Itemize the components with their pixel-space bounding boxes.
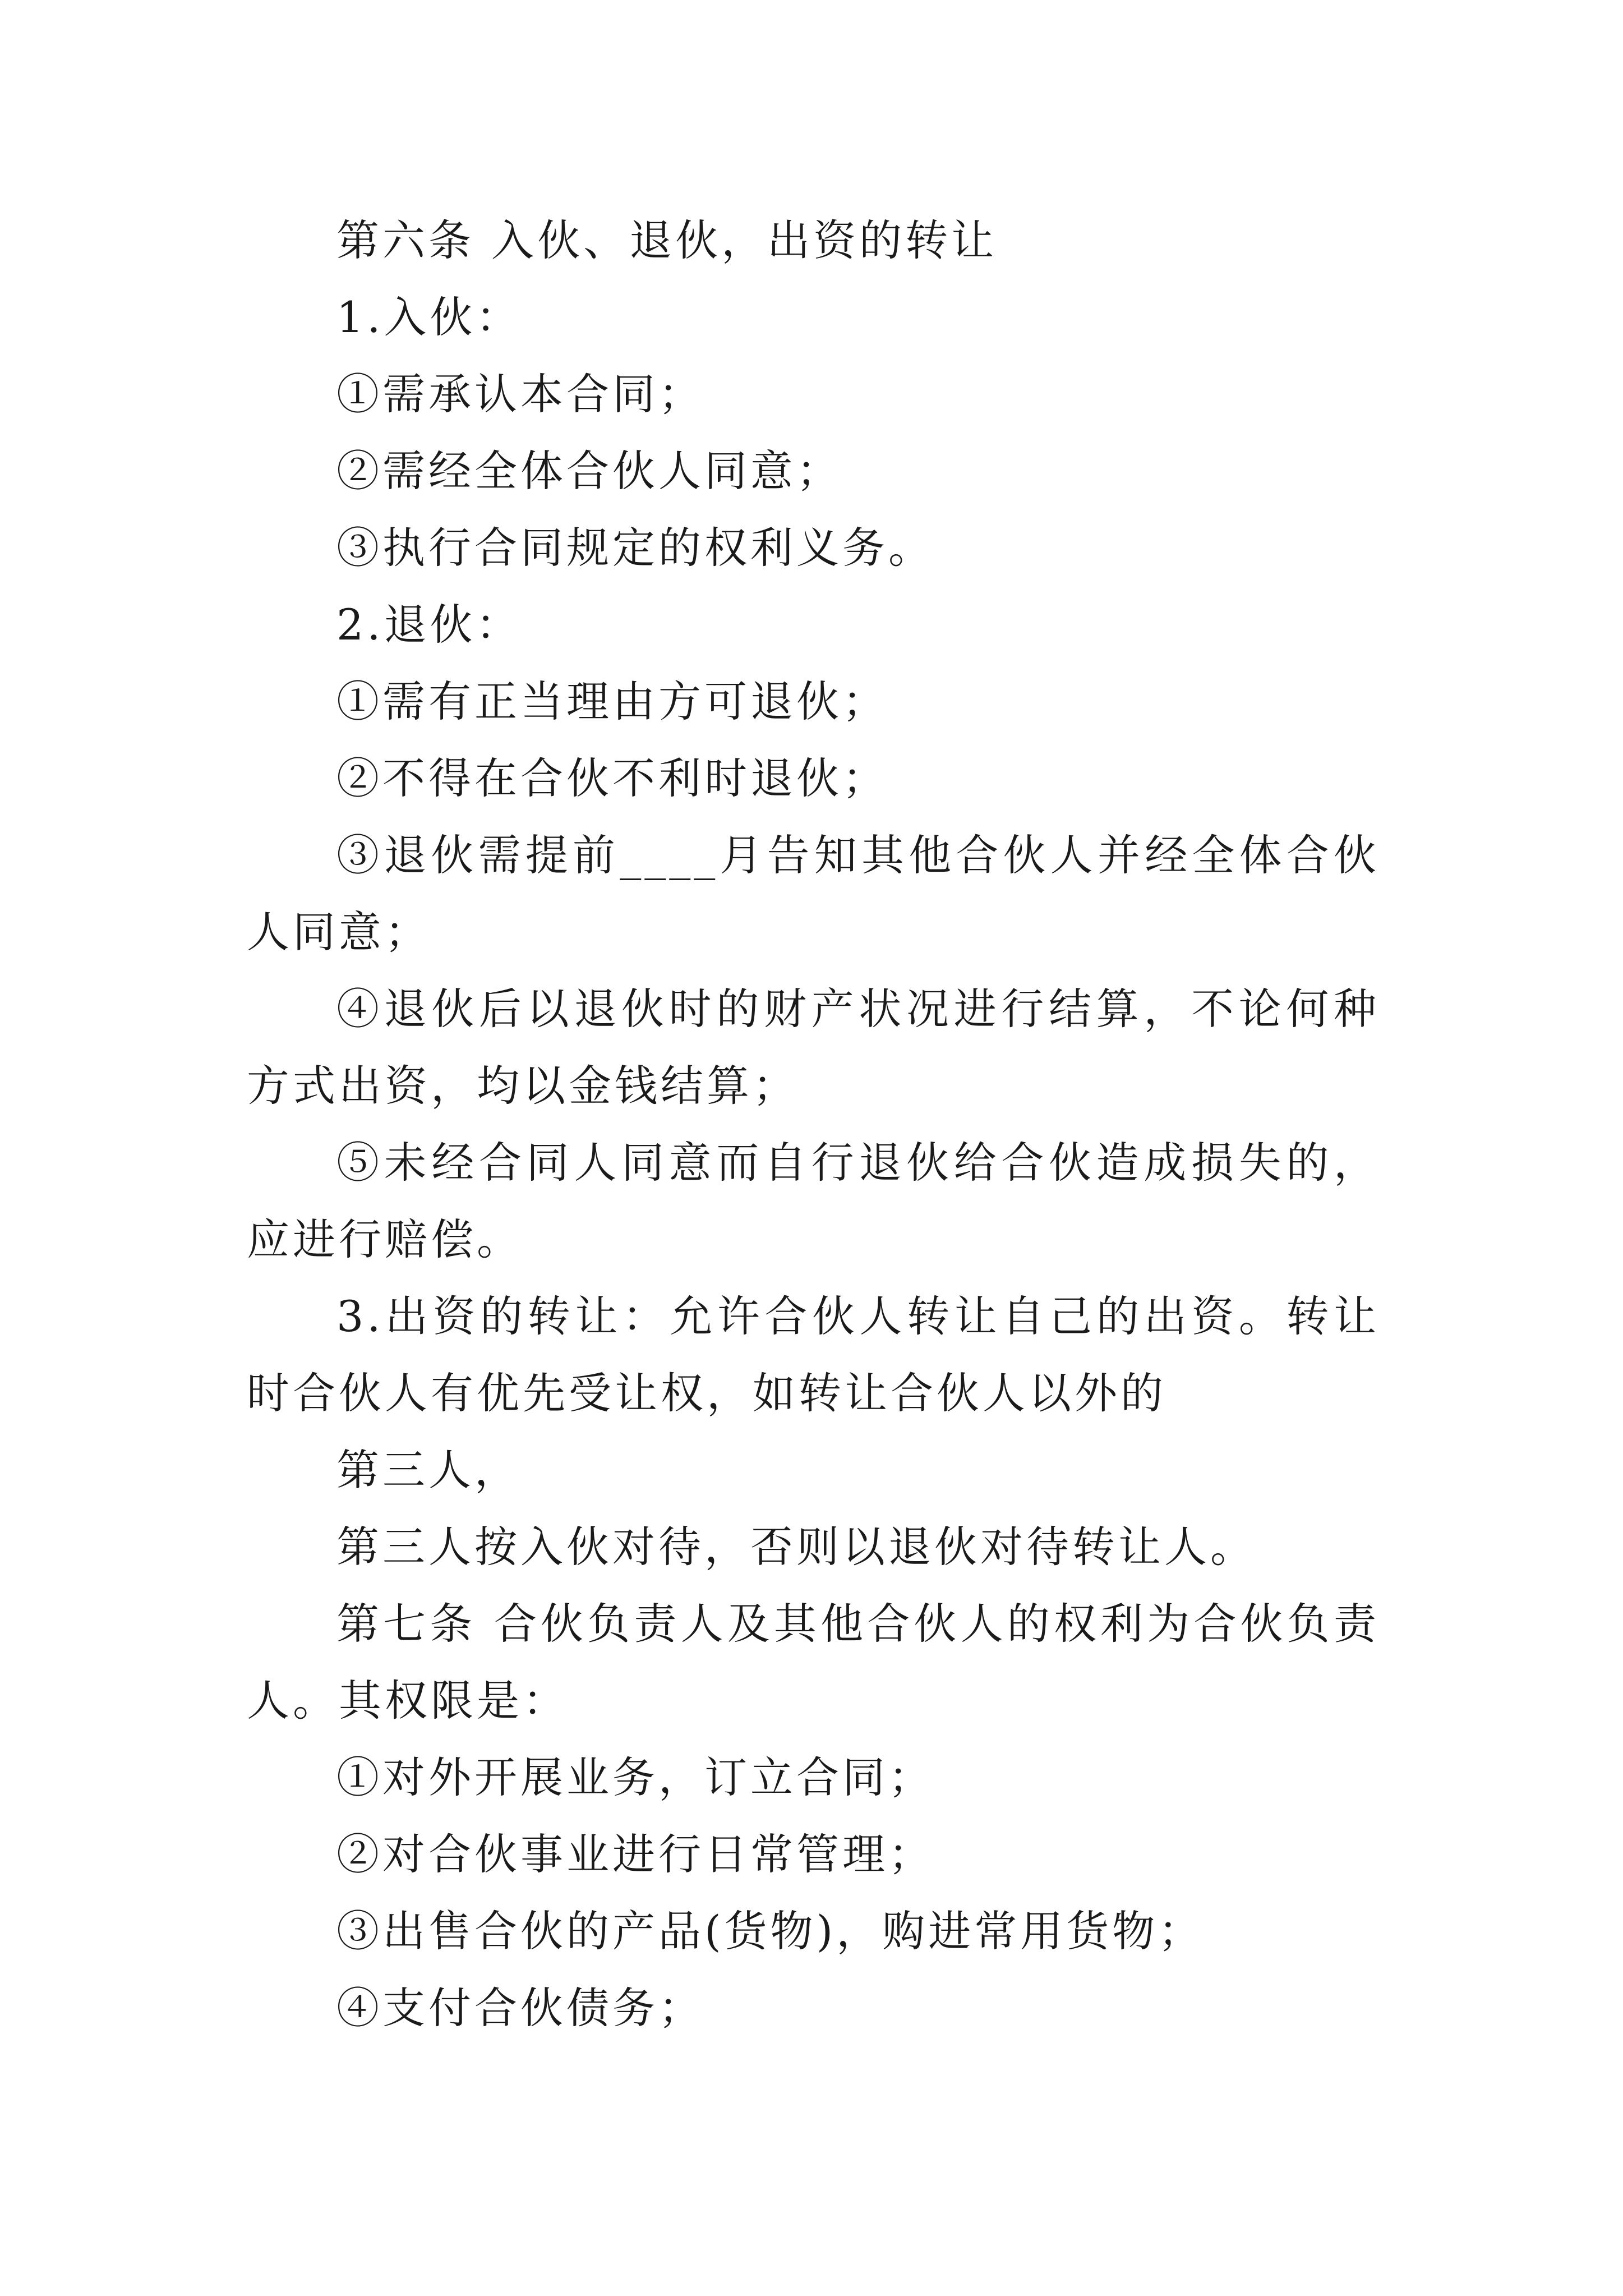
clause-3-third-party: 第三人， xyxy=(336,1445,520,1495)
clause-3-third-party-treatment: 第三人按入伙对待，否则以退伙对待转让人。 xyxy=(336,1522,1256,1572)
clause-2-item-4: ④退伙后以退伙时的财产状况进行结算，不论何种方式出资，均以金钱结算； xyxy=(247,984,1380,1111)
article-7-item-1: ①对外开展业务，订立合同； xyxy=(336,1752,934,1802)
clause-3-transfer: 3.出资的转让：允许合伙人转让自己的出资。转让时合伙人有优先受让权，如转让合伙人以外的 xyxy=(247,1291,1380,1418)
clause-1-item-3: ③执行合同规定的权利义务。 xyxy=(336,523,934,573)
article-7-item-2: ②对合伙事业进行日常管理； xyxy=(336,1829,934,1879)
article-7-item-3: ③出售合伙的产品(货物)，购进常用货物； xyxy=(336,1906,1205,1956)
clause-1-heading: 1.入伙： xyxy=(336,292,522,342)
clause-2-item-2: ②不得在合伙不利时退伙； xyxy=(336,753,888,803)
article-7-item-4: ④支付合伙债务； xyxy=(336,1983,704,2033)
clause-2-item-3: ③退伙需提前____月告知其他合伙人并经全体合伙人同意； xyxy=(247,830,1380,957)
clause-2-heading: 2.退伙： xyxy=(336,600,522,650)
article-6-heading: 第六条 入伙、退伙，出资的转让 xyxy=(336,215,998,265)
clause-2-item-5: ⑤未经合同人同意而自行退伙给合伙造成损失的，应进行赔偿。 xyxy=(247,1138,1380,1264)
clause-2-item-1: ①需有正当理由方可退伙； xyxy=(336,677,888,726)
clause-1-item-1: ①需承认本合同； xyxy=(336,369,704,419)
clause-1-item-2: ②需经全体合伙人同意； xyxy=(336,446,842,496)
document-body xyxy=(247,202,1380,2046)
article-7-heading: 第七条 合伙负责人及其他合伙人的权利为合伙负责人。其权限是： xyxy=(247,1599,1380,1726)
